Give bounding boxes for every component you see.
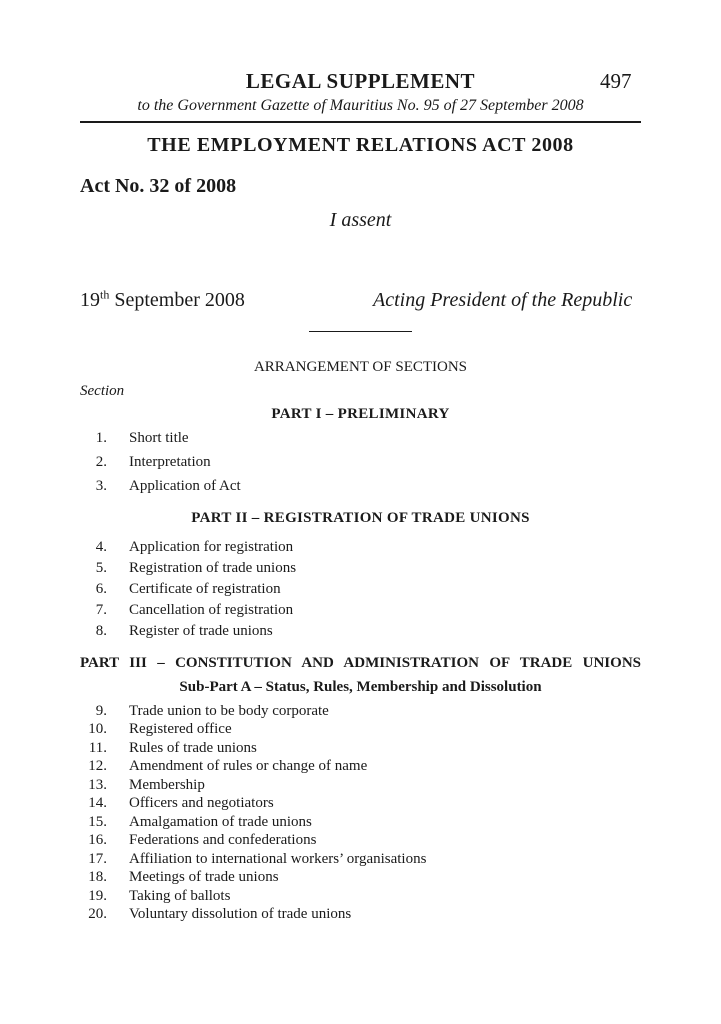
act-number: Act No. 32 of 2008: [80, 175, 237, 197]
part-heading: PART II – REGISTRATION OF TRADE UNIONS: [191, 510, 530, 526]
part-heading: PART III – CONSTITUTION AND ADMINISTRATION OF TRADE UNIONS: [80, 655, 641, 671]
section-title: Affiliation to international workers’ organisations: [129, 851, 427, 867]
section-title: Amendment of rules or change of name: [129, 758, 368, 774]
section-number: 15.: [88, 814, 107, 830]
section-number: 17.: [88, 851, 107, 867]
section-title: Cancellation of registration: [129, 602, 294, 618]
toc-row: [0, 906, 721, 926]
section-number: 7.: [95, 602, 107, 618]
section-number: 4.: [95, 539, 107, 555]
section-title: Taking of ballots: [129, 888, 231, 904]
toc-row: [0, 478, 721, 498]
divider: [309, 331, 412, 332]
section-number: 20.: [88, 906, 107, 922]
section-title: Officers and negotiators: [129, 795, 274, 811]
arrangement-heading: ARRANGEMENT OF SECTIONS: [253, 359, 468, 375]
section-title: Registration of trade unions: [129, 560, 297, 576]
section-number: 10.: [88, 721, 107, 737]
section-title: Short title: [129, 430, 189, 446]
date-rest: September 2008: [109, 289, 245, 311]
toc-row: [0, 851, 721, 871]
toc-row: [0, 703, 721, 723]
toc-row: [0, 430, 721, 450]
section-number: 12.: [88, 758, 107, 774]
subpart-heading: Sub-Part A – Status, Rules, Membership and Dissolution: [179, 679, 542, 695]
supplement-title: LEGAL SUPPLEMENT: [245, 69, 476, 93]
section-number: 3.: [95, 478, 107, 494]
section-number: 14.: [88, 795, 107, 811]
toc-row: [0, 602, 721, 622]
toc-row: [0, 795, 721, 815]
toc-row: [0, 758, 721, 778]
section-number: 11.: [88, 740, 107, 756]
section-number: 8.: [95, 623, 107, 639]
page-number: 497: [600, 69, 632, 93]
header-rule: [80, 121, 641, 123]
section-title: Rules of trade unions: [129, 740, 257, 756]
section-title: Meetings of trade unions: [129, 869, 279, 885]
section-number: 1.: [95, 430, 107, 446]
section-number: 9.: [95, 703, 107, 719]
assent-text: I assent: [329, 209, 392, 231]
section-number: 16.: [88, 832, 107, 848]
toc-row: [0, 454, 721, 474]
section-number: 18.: [88, 869, 107, 885]
section-title: Membership: [129, 777, 205, 793]
section-number: 13.: [88, 777, 107, 793]
gazette-line: to the Government Gazette of Mauritius No. 95 of 27 September 2008: [137, 97, 584, 114]
date-day: 19: [80, 289, 100, 311]
section-number: 5.: [95, 560, 107, 576]
section-title: Register of trade unions: [129, 623, 273, 639]
section-number: 19.: [88, 888, 107, 904]
toc-row: [0, 539, 721, 559]
toc-row: [0, 623, 721, 643]
section-title: Application of Act: [129, 478, 241, 494]
section-title: Amalgamation of trade unions: [129, 814, 312, 830]
toc-row: [0, 581, 721, 601]
section-title: Trade union to be body corporate: [129, 703, 329, 719]
act-title: THE EMPLOYMENT RELATIONS ACT 2008: [147, 134, 574, 156]
section-number: 2.: [95, 454, 107, 470]
toc-row: [0, 832, 721, 852]
toc-row: [0, 740, 721, 760]
toc-row: [0, 560, 721, 580]
section-column-label: Section: [80, 383, 125, 399]
section-title: Registered office: [129, 721, 232, 737]
section-title: Interpretation: [129, 454, 211, 470]
section-title: Application for registration: [129, 539, 294, 555]
toc-row: [0, 869, 721, 889]
section-title: Federations and confederations: [129, 832, 317, 848]
section-title: Certificate of registration: [129, 581, 281, 597]
toc-row: [0, 777, 721, 797]
signatory: Acting President of the Republic: [373, 289, 633, 311]
toc-row: [0, 721, 721, 741]
assent-date: [80, 289, 245, 312]
section-number: 6.: [95, 581, 107, 597]
section-title: Voluntary dissolution of trade unions: [129, 906, 352, 922]
toc-row: [0, 888, 721, 908]
toc-row: [0, 814, 721, 834]
part-heading: PART I – PRELIMINARY: [271, 406, 450, 422]
date-suffix: th: [100, 287, 110, 302]
